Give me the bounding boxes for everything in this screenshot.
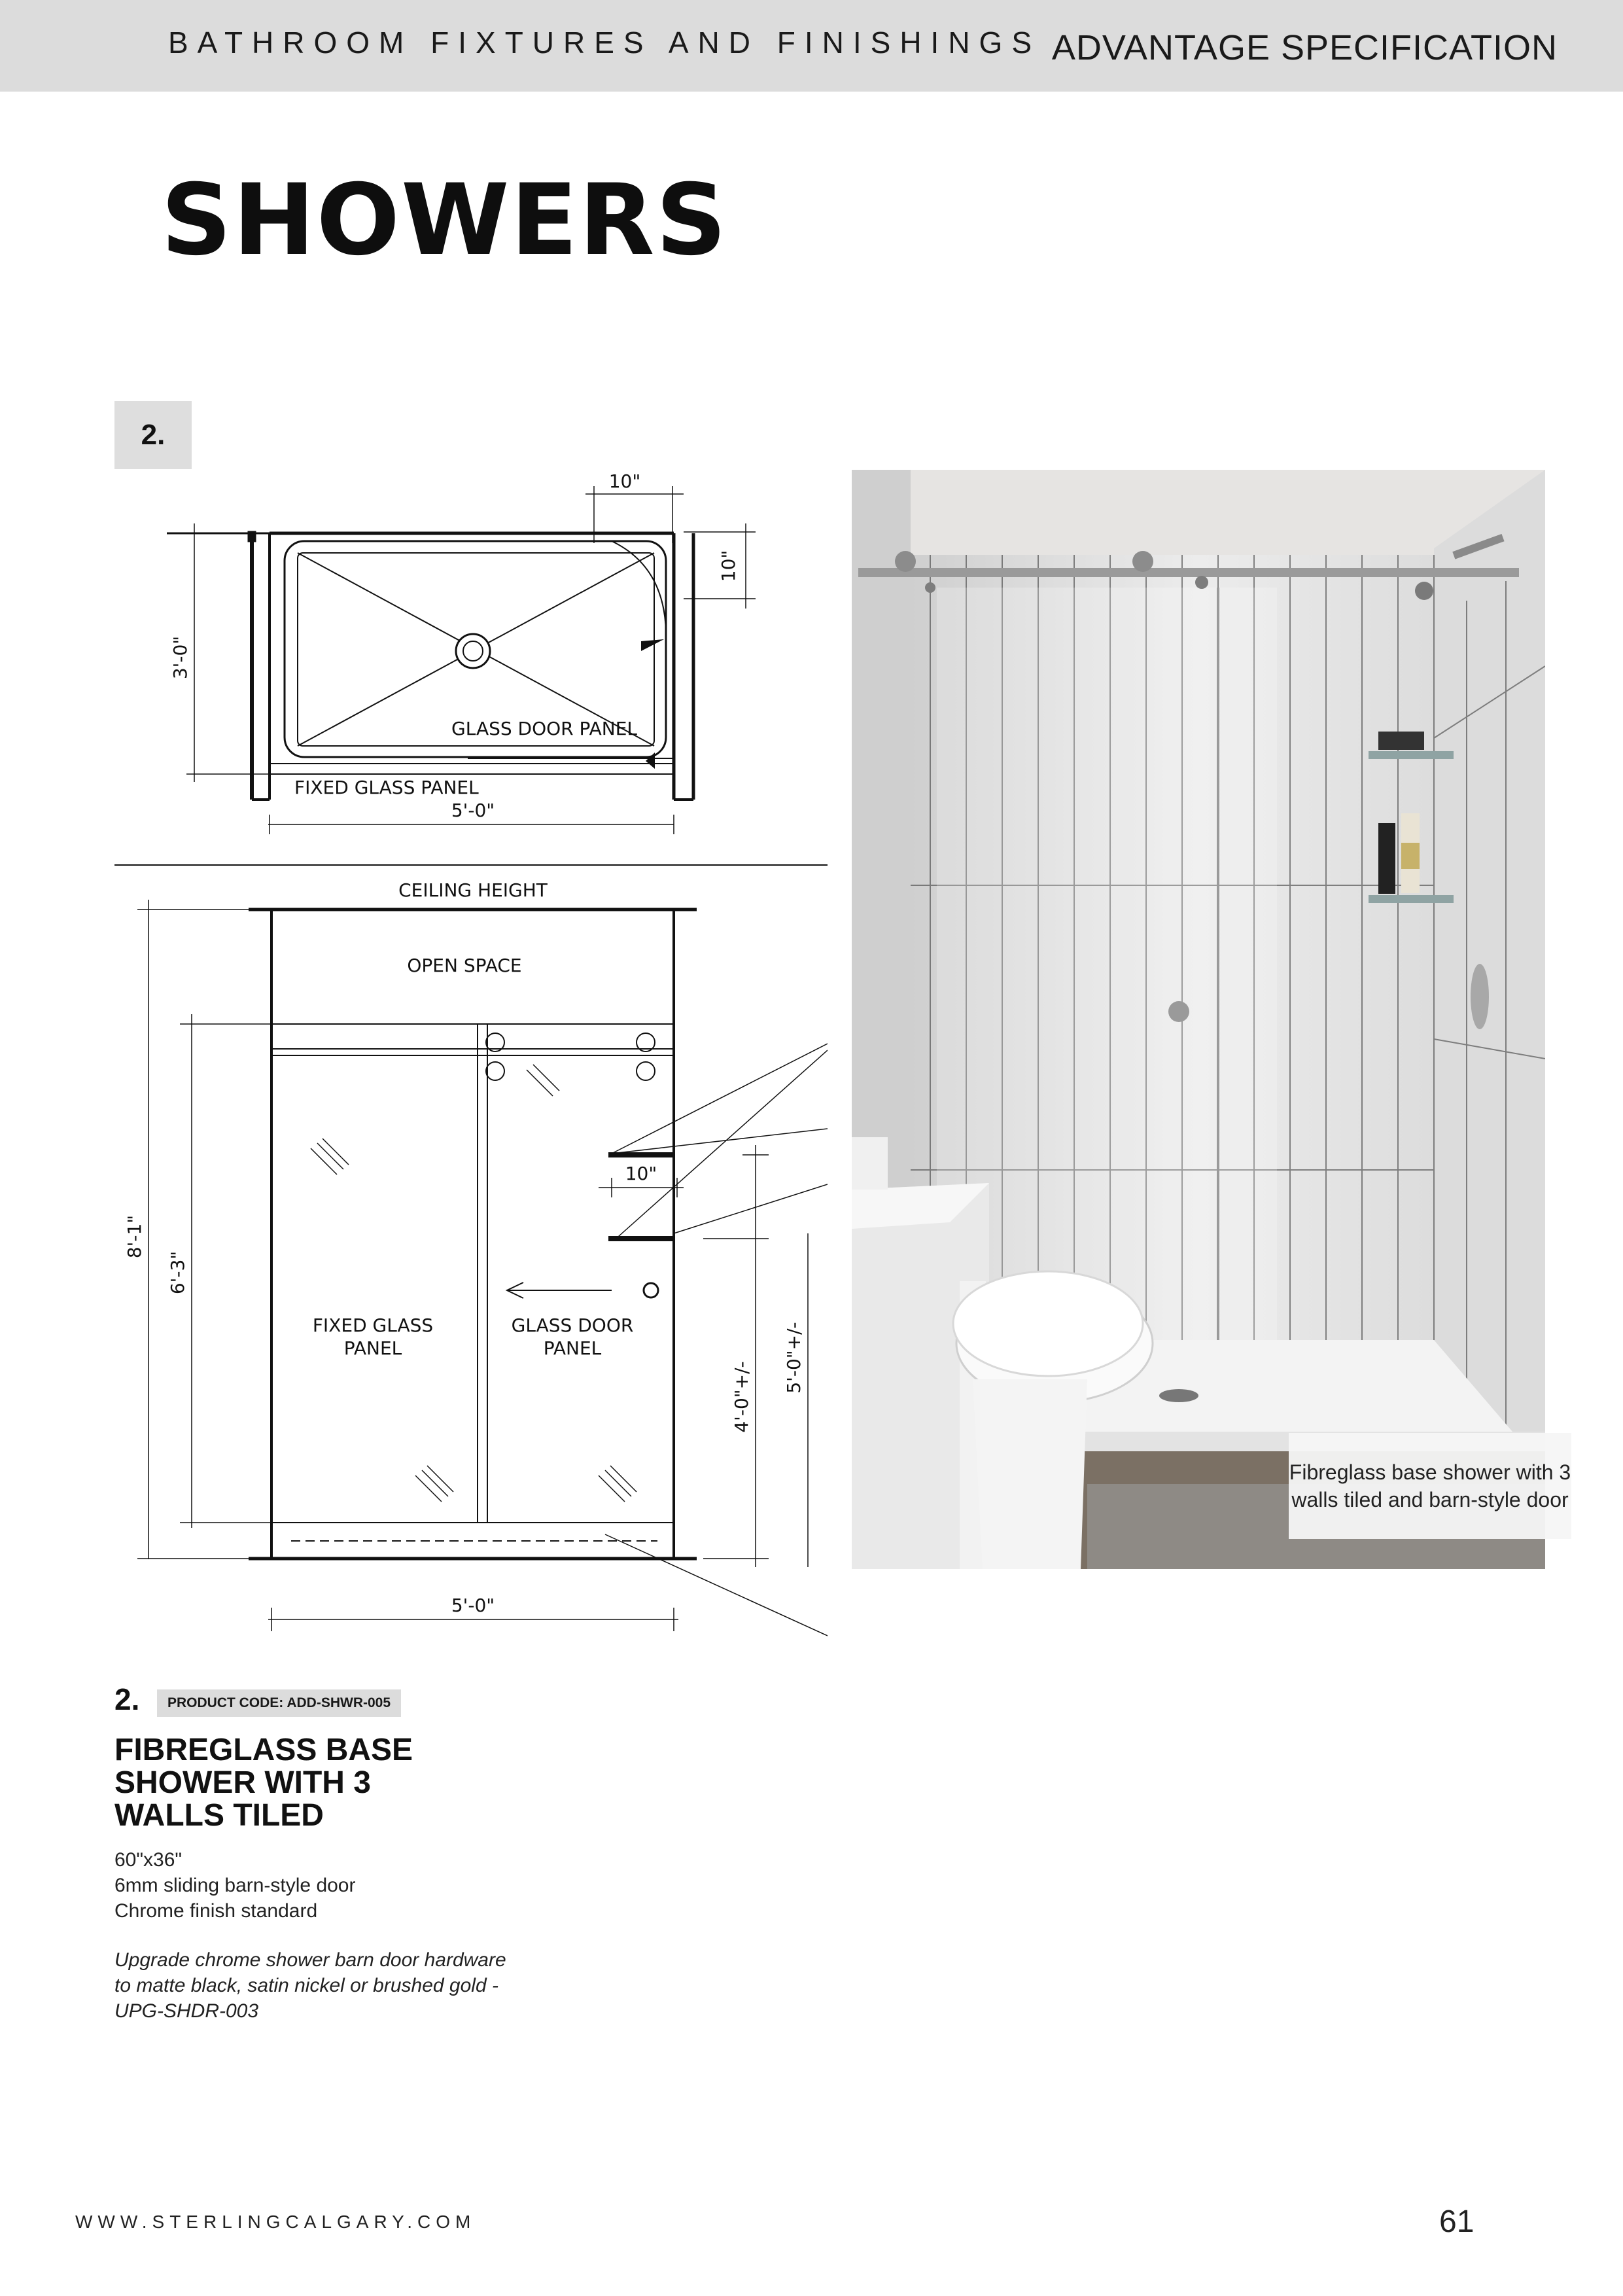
shelf-spacing-dim: 10" — [625, 1163, 657, 1184]
photo-caption: Fibreglass base shower with 3 walls tiled and barn-style door — [1289, 1433, 1571, 1539]
page-header — [0, 0, 1623, 92]
elev-width-dim: 5'-0" — [451, 1595, 495, 1616]
upgrade-note: Upgrade chrome shower barn door hardware to matte black, satin nickel or brushed gold - UPG-SHDR-003 — [114, 1949, 506, 2022]
page-number: 61 — [1439, 2204, 1475, 2239]
spec-finish: Chrome finish standard — [114, 1900, 318, 1922]
elev-fixed-label-line2: PANEL — [343, 1337, 402, 1359]
product-code-badge: PRODUCT CODE: ADD-SHWR-005 — [157, 1689, 401, 1717]
document-title: ADVANTAGE SPECIFICATION — [1051, 28, 1558, 67]
plan-depth-dim: 3'-0" — [169, 635, 191, 680]
shower-technical-drawing — [114, 468, 828, 1639]
elev-door-label-line2: PANEL — [543, 1337, 602, 1359]
product-number: 2. — [114, 1682, 140, 1716]
door-height-dim: 6'-3" — [167, 1250, 188, 1295]
plan-fixed-panel-label: FIXED GLASS PANEL — [294, 777, 479, 798]
total-height-dim: 8'-1" — [124, 1214, 145, 1259]
elev-door-label-line1: GLASS DOOR — [511, 1315, 634, 1336]
plan-glass-door-label: GLASS DOOR PANEL — [451, 718, 638, 739]
section-number-badge: 2. — [114, 401, 192, 469]
page-title: SHOWERS — [161, 164, 728, 277]
spec-door: 6mm sliding barn-style door — [114, 1875, 356, 1896]
spec-dimensions: 60"x36" — [114, 1849, 183, 1871]
footer-website[interactable]: WWW.STERLINGCALGARY.COM — [75, 2212, 476, 2232]
elev-fixed-label-line1: FIXED GLASS — [312, 1315, 434, 1336]
plan-dim-right: 10" — [718, 550, 739, 582]
plan-width-dim: 5'-0" — [451, 800, 495, 821]
upper-shelf-height-dim: 5'-0"+/- — [783, 1322, 805, 1394]
lower-shelf-height-dim: 4'-0"+/- — [731, 1361, 752, 1433]
shower-photo — [852, 470, 1545, 1569]
section-title: BATHROOM FIXTURES AND FINISHINGS — [168, 26, 1041, 60]
open-space-label: OPEN SPACE — [407, 955, 522, 976]
plan-dim-top: 10" — [608, 470, 641, 492]
product-title: FIBREGLASS BASE SHOWER WITH 3 WALLS TILED — [114, 1733, 413, 1833]
ceiling-height-label: CEILING HEIGHT — [398, 879, 548, 901]
